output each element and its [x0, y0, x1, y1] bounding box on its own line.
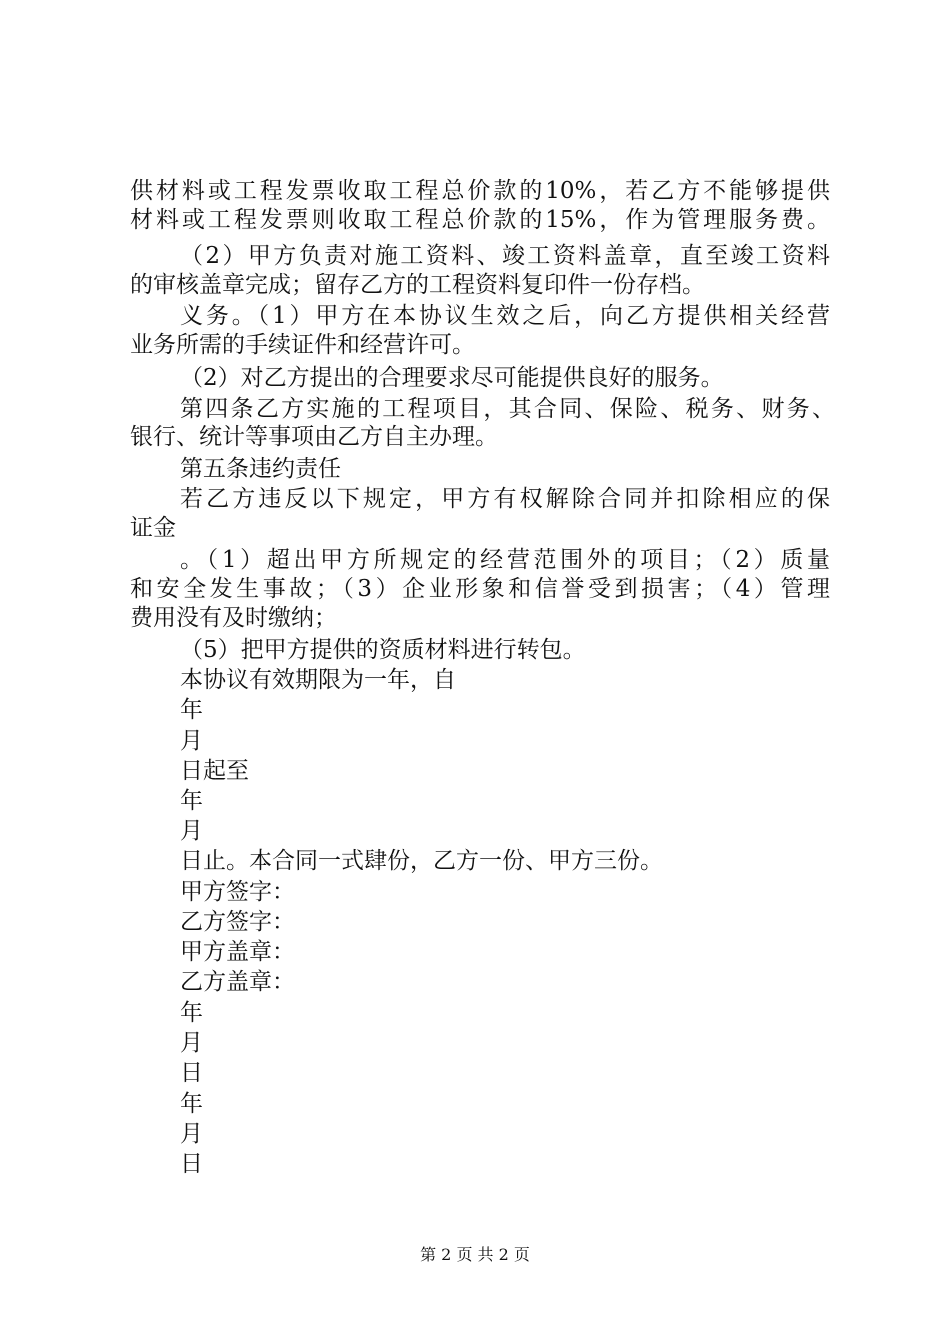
body-line: 的审核盖章完成；留存乙方的工程资料复印件一份存档。 [130, 272, 705, 298]
body-line: 若乙方违反以下规定，甲方有权解除合同并扣除相应的保 [180, 486, 830, 512]
signature-label-party-b: 乙方签字： [180, 909, 295, 935]
date-blank-month: 月 [180, 818, 203, 844]
seal-label-party-a: 甲方盖章： [180, 939, 295, 965]
date-blank-day: 日起至 [180, 758, 249, 784]
body-line: 材料或工程发票则收取工程总价款的15%，作为管理服务费。 [130, 207, 830, 233]
date-blank-year: 年 [180, 788, 203, 814]
section-heading: 第五条违约责任 [180, 456, 341, 482]
body-line: 费用没有及时缴纳； [130, 605, 337, 631]
seal-label-party-b: 乙方盖章： [180, 969, 295, 995]
body-line: 银行、统计等事项由乙方自主办理。 [130, 424, 498, 450]
date-blank-year: 年 [180, 1000, 203, 1026]
body-line: 日止。本合同一式肆份，乙方一份、甲方三份。 [180, 848, 663, 874]
body-line: 供材料或工程发票收取工程总价款的10%，若乙方不能够提供 [130, 178, 830, 204]
date-blank-day: 日 [180, 1151, 203, 1177]
body-line: 。（1）超出甲方所规定的经营范围外的项目；（2）质量 [180, 547, 830, 573]
body-line: 和安全发生事故；（3）企业形象和信誉受到损害；（4）管理 [130, 576, 830, 602]
body-line: 义务。（1）甲方在本协议生效之后，向乙方提供相关经营 [180, 303, 830, 329]
page-footer: 第 2 页 共 2 页 [420, 1245, 530, 1264]
body-line: 证金 [130, 515, 176, 541]
body-line: （5）把甲方提供的资质材料进行转包。 [180, 637, 586, 663]
date-blank-year: 年 [180, 1091, 203, 1117]
date-blank-day: 日 [180, 1060, 203, 1086]
body-line: 第四条乙方实施的工程项目，其合同、保险、税务、财务、 [180, 396, 835, 422]
body-line: 业务所需的手续证件和经营许可。 [130, 332, 475, 358]
date-blank-month: 月 [180, 728, 203, 754]
signature-label-party-a: 甲方签字： [180, 879, 295, 905]
body-line: （2）甲方负责对施工资料、竣工资料盖章，直至竣工资料 [180, 243, 830, 269]
body-line: （2）对乙方提出的合理要求尽可能提供良好的服务。 [180, 365, 724, 391]
date-blank-year: 年 [180, 697, 203, 723]
date-blank-month: 月 [180, 1030, 203, 1056]
body-line: 本协议有效期限为一年，自 [180, 667, 456, 693]
date-blank-month: 月 [180, 1121, 203, 1147]
